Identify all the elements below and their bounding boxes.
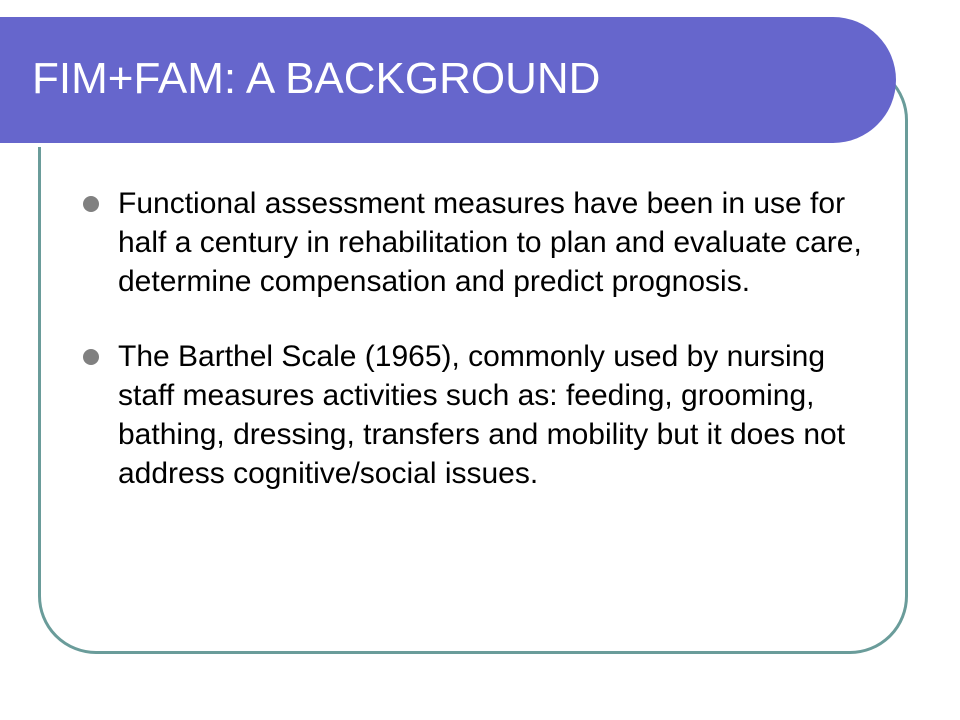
bullet-text: Functional assessment measures have been in use for half a century in rehabilitation to plan and evaluate care, determine compensation and predict prognosis.	[118, 187, 862, 298]
bullet-item	[82, 184, 882, 301]
bullet-list	[82, 184, 882, 529]
slide-title: FIM+FAM: A BACKGROUND	[32, 54, 601, 103]
bullet-dot-icon	[83, 349, 99, 365]
bullet-text: The Barthel Scale (1965), commonly used by nursing staff measures activities such as: feeding, grooming, bathing, dressing, transfers and mobility but it does not address cognitive/social issues.	[118, 340, 846, 490]
bullet-dot-icon	[83, 196, 99, 212]
title-underline	[0, 143, 850, 147]
bullet-item	[82, 337, 882, 493]
title-bar	[0, 17, 896, 143]
